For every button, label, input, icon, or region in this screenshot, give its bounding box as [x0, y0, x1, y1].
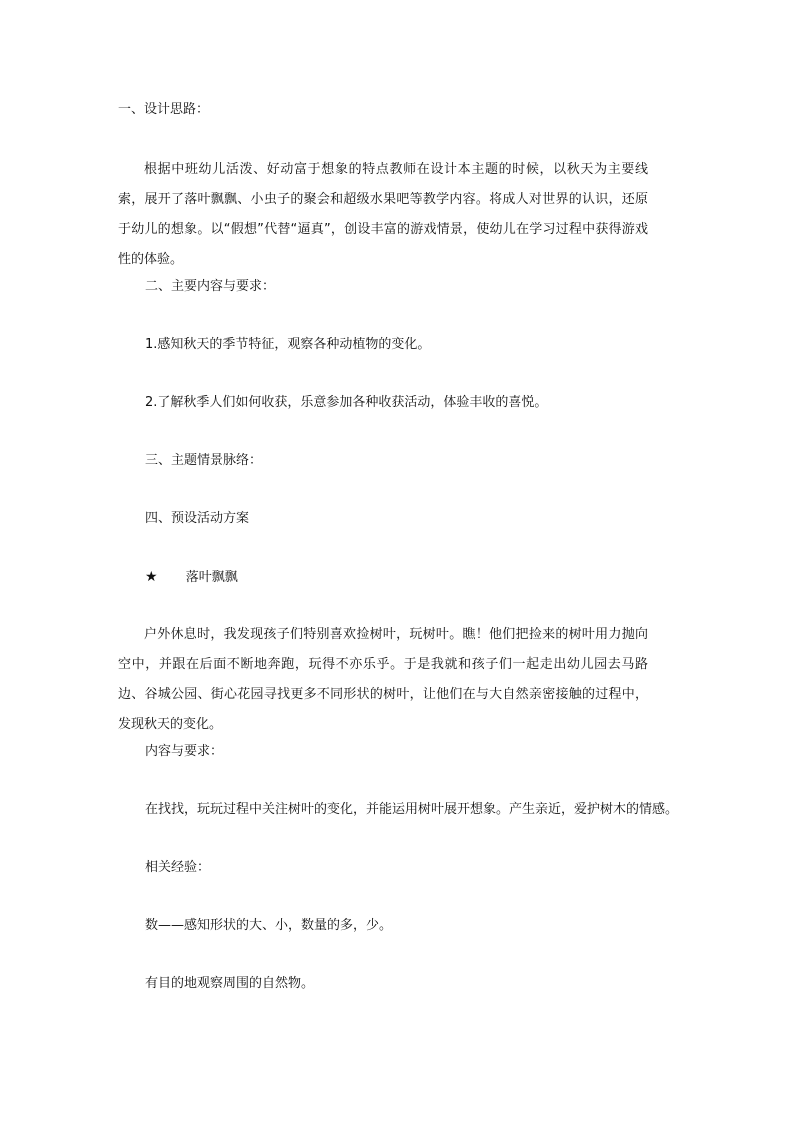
content-item-1: 1.感知秋天的季节特征，观察各种动植物的变化。 [145, 337, 431, 352]
content-body: 在找找，玩玩过程中关注树叶的变化，并能运用树叶展开想象。产生亲近，爱护树木的情感。 [145, 802, 679, 817]
section4-heading: 四、预设活动方案 [145, 511, 250, 526]
activity-title-row [145, 569, 238, 586]
section1-heading: 一、设计思路： [118, 102, 210, 117]
activity-title: 落叶飘飘 [185, 570, 238, 585]
star-icon: ★ [145, 569, 158, 585]
experience-item-2: 有目的地观察周围的自然物。 [145, 976, 315, 991]
section3-heading: 三、主题情景脉络： [145, 453, 263, 468]
section1-body: 根据中班幼儿活泼、好动富于想象的特点教师在设计本主题的时候，以秋天为主要线索，展开了落叶飘飘、小虫子的聚会和超级水果吧等教学内容。将成人对世界的认识，还原于幼儿的想象。以“假想”代替“逼真”，创设丰富的游戏情景，使幼儿在学习过程中获得游戏性的体验。 [118, 162, 648, 267]
activity-body: 户外休息时，我发现孩子们特别喜欢捡树叶，玩树叶。瞧！他们把捡来的树叶用力抛向空中，并跟在后面不断地奔跑，玩得不亦乐乎。于是我就和孩子们一起走出幼儿园去马路边、谷城公园、街心花园寻找更多不同形状的树叶，让他们在与大自然亲密接触的过程中，发现秋天的变化。 [118, 627, 648, 732]
section2-heading: 二、主要内容与要求： [145, 279, 276, 294]
content-item-2: 2.了解秋季人们如何收获，乐意参加各种收获活动，体验丰收的喜悦。 [145, 395, 548, 410]
experience-heading: 相关经验： [145, 860, 211, 875]
content-heading: 内容与要求： [145, 744, 224, 759]
experience-item-1: 数——感知形状的大、小，数量的多，少。 [145, 918, 393, 933]
